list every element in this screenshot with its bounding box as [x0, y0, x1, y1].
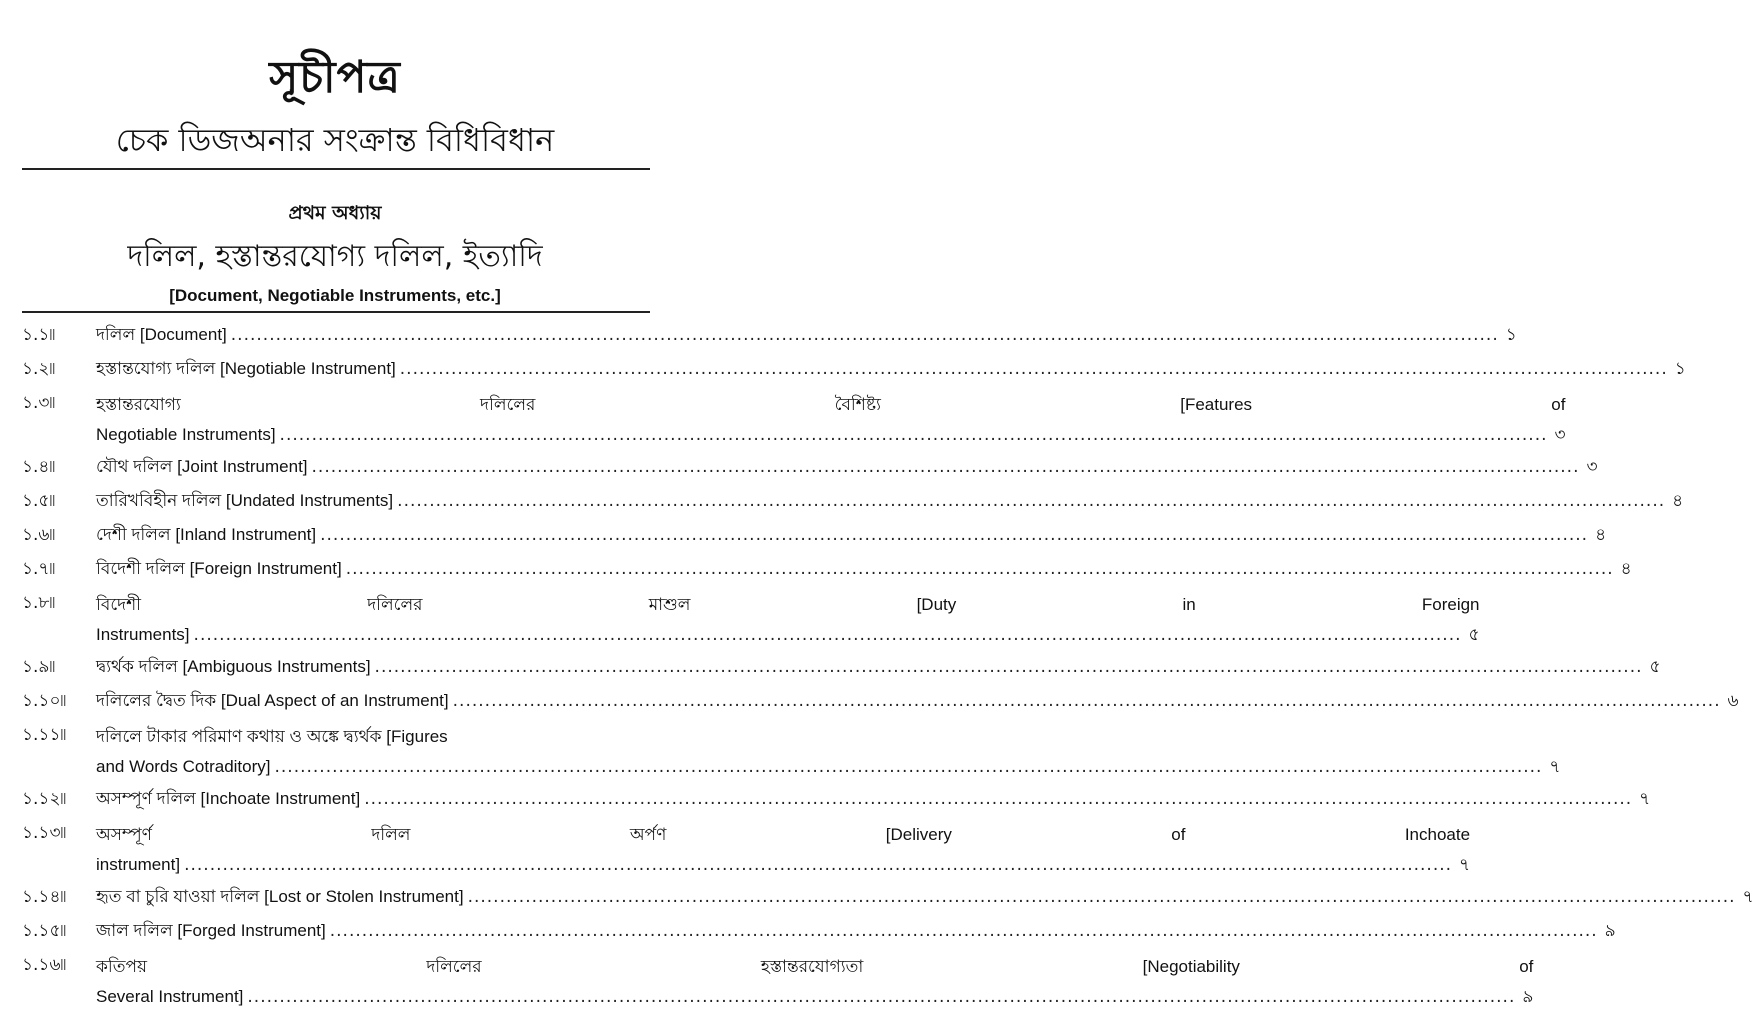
page-number: ৪: [1595, 525, 1607, 545]
book-subtitle: চেক ডিজঅনার সংক্রান্ত বিধিবিধান: [115, 121, 555, 159]
dot-leader: [231, 318, 1499, 352]
dot-leader: [375, 650, 1643, 684]
entry-number: ১.১০৷৷: [22, 691, 67, 711]
entry-number: ১.১৬৷৷: [22, 955, 67, 975]
entry-title-word: [Negotiability: [1142, 957, 1240, 976]
entry-title: তারিখবিহীন দলিল [Undated Instruments]: [96, 491, 394, 510]
chapter-divider: [22, 311, 650, 313]
toc-entry: [22, 352, 1686, 386]
page-number: ৩: [1554, 425, 1566, 445]
dot-leader: [397, 484, 1665, 518]
entry-title-continued: Instruments]: [96, 625, 190, 644]
entry-title: দলিল [Document]: [96, 325, 227, 344]
page-number: ৯: [1522, 987, 1534, 1007]
dot-leader: [274, 752, 1542, 782]
entry-title-word: of: [1519, 957, 1534, 976]
entry-number: ১.২৷৷: [22, 359, 56, 379]
entry-title-word: [Duty: [916, 595, 957, 614]
toc-entry: [22, 318, 1517, 352]
dot-leader: [400, 352, 1668, 386]
toc-entry: [22, 914, 1616, 948]
page-number: ৭: [1549, 757, 1561, 777]
page-number: ৫: [1468, 625, 1480, 645]
toc-entry: [22, 552, 1632, 586]
page-number: ৩: [1586, 457, 1598, 477]
entry-title-word: বৈশিষ্ট্য: [834, 395, 881, 414]
entry-title-word: অর্পণ: [629, 825, 667, 844]
chapter-title-bengali: দলিল, হস্তান্তরযোগ্য দলিল, ইত্যাদি: [127, 239, 543, 274]
entry-title-word: দলিলের: [367, 595, 423, 614]
entry-title: দেশী দলিল [Inland Instrument]: [96, 525, 317, 544]
chapter-title-english: [Document, Negotiable Instruments, etc.]: [169, 286, 501, 305]
entry-title: যৌথ দলিল [Joint Instrument]: [96, 457, 308, 476]
dot-leader: [364, 782, 1632, 816]
entry-number: ১.১৩৷৷: [22, 823, 67, 843]
entry-title-word: দলিলের: [480, 395, 536, 414]
top-divider: [22, 168, 650, 170]
entry-title-continued: and Words Cotraditory]: [96, 757, 271, 776]
toc-entry: [22, 816, 1471, 880]
dot-leader: [194, 620, 1462, 650]
entry-title-word: দলিলে টাকার পরিমাণ কথায় ও অঙ্কে দ্ব্যর্থক [Figures: [96, 727, 448, 746]
dot-leader: [312, 450, 1580, 484]
entry-title-continued: Several Instrument]: [96, 987, 244, 1006]
page-number: ৪: [1620, 559, 1632, 579]
page-number: ৭: [1459, 855, 1471, 875]
entry-title-word: মাশুল: [648, 595, 691, 614]
page-number: ৫: [1649, 657, 1661, 677]
entry-title-word: Inchoate: [1404, 825, 1471, 844]
dot-leader: [320, 518, 1588, 552]
entry-title: দ্ব্যর্থক দলিল [Ambiguous Instruments]: [96, 657, 371, 676]
entry-title-word: [Features: [1180, 395, 1253, 414]
toc-entry: [22, 718, 1561, 782]
page-number: ১: [1505, 325, 1517, 345]
toc-entry: [22, 782, 1651, 816]
chapter-label: প্রথম অধ্যায়: [288, 202, 382, 224]
dot-leader: [468, 880, 1736, 914]
toc-entry: [22, 650, 1661, 684]
entry-number: ১.১৫৷৷: [22, 921, 67, 941]
entry-number: ১.৫৷৷: [22, 491, 56, 511]
toc-entry: [22, 586, 1480, 650]
toc-entry: [22, 684, 1739, 718]
entry-title-word: দলিল: [371, 825, 411, 844]
entry-title-word: হস্তান্তরযোগ্য: [96, 395, 181, 414]
entry-title-word: কতিপয়: [96, 957, 148, 976]
entry-number: ১.১৷৷: [22, 325, 56, 345]
page-number: ৬: [1727, 691, 1739, 711]
entry-title-continued: instrument]: [96, 855, 181, 874]
toc-entry: [22, 450, 1598, 484]
entry-number: ১.১২৷৷: [22, 789, 67, 809]
entry-title: দলিলের দ্বৈত দিক [Dual Aspect of an Instrument]: [96, 691, 449, 710]
page-number: ৭: [1639, 789, 1651, 809]
page-number: ৯: [1604, 921, 1616, 941]
page-number: ৭: [1742, 887, 1754, 907]
entry-title: বিদেশী দলিল [Foreign Instrument]: [96, 559, 342, 578]
dot-leader: [453, 684, 1721, 718]
entry-title-word: বিদেশী: [96, 595, 142, 614]
page-number: ৪: [1672, 491, 1684, 511]
dot-leader: [280, 420, 1548, 450]
toc-entry: [22, 484, 1684, 518]
entry-title-word: অসম্পূর্ণ: [96, 825, 152, 844]
entry-number: ১.৯৷৷: [22, 657, 56, 677]
dot-leader: [346, 552, 1614, 586]
entry-title-word: দলিলের: [426, 957, 482, 976]
dot-leader: [247, 982, 1515, 1012]
toc-entry: [22, 518, 1607, 552]
dot-leader: [184, 850, 1452, 880]
entry-title: জাল দলিল [Forged Instrument]: [96, 921, 326, 940]
entry-number: ১.৮৷৷: [22, 593, 56, 613]
entry-number: ১.৪৷৷: [22, 457, 56, 477]
entry-number: ১.৬৷৷: [22, 525, 56, 545]
entry-title-word: of: [1551, 395, 1566, 414]
entry-number: ১.১১৷৷: [22, 725, 67, 745]
entry-number: ১.৩৷৷: [22, 393, 56, 413]
entry-title: অসম্পূর্ণ দলিল [Inchoate Instrument]: [96, 789, 361, 808]
entry-title-continued: Negotiable Instruments]: [96, 425, 276, 444]
page-title: সূচীপত্র: [269, 52, 401, 103]
entry-title-word: [Delivery: [885, 825, 952, 844]
entry-title-word: Foreign: [1421, 595, 1480, 614]
entry-title-word: of: [1171, 825, 1186, 844]
toc-entry: [22, 948, 1534, 1012]
entry-number: ১.৭৷৷: [22, 559, 56, 579]
table-of-contents: [22, 318, 1754, 1012]
page-number: ১: [1674, 359, 1686, 379]
dot-leader: [330, 914, 1598, 948]
entry-title: হস্তান্তযোগ্য দলিল [Negotiable Instrument]: [96, 359, 396, 378]
entry-number: ১.১৪৷৷: [22, 887, 67, 907]
toc-entry: [22, 880, 1754, 914]
toc-entry: [22, 386, 1566, 450]
entry-title-word: হস্তান্তরযোগ্যতা: [760, 957, 864, 976]
entry-title: হৃত বা চুরি যাওয়া দলিল [Lost or Stolen Instrument]: [96, 887, 464, 906]
entry-title-word: in: [1182, 595, 1196, 614]
